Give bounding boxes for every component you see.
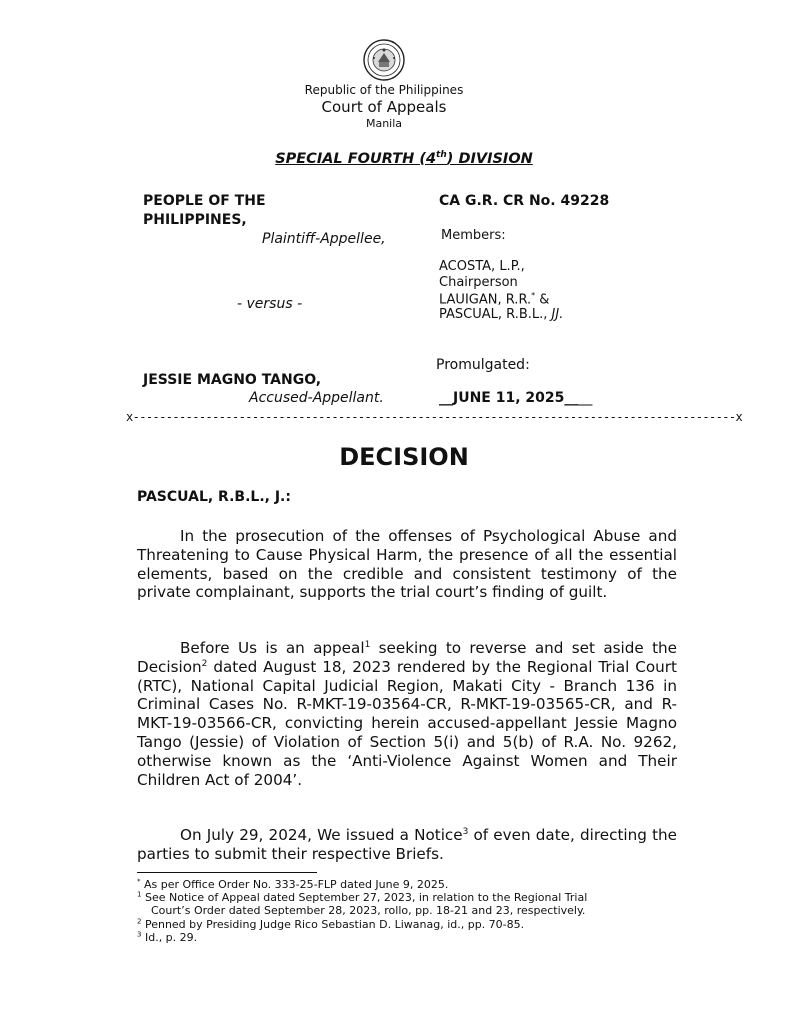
footnote-1: $^1$ See Notice of Appeal dated September 27, 2023, in relation to the Regional Trial Court’s Order dated September 28, 2023, rollo, pp. 18-21 and 23, respectively. (137, 891, 677, 917)
footnote-2: $^2$ Penned by Presiding Judge Rico Sebastian D. Liwanag, id., pp. 70-85. (137, 917, 525, 931)
footnote-ref-3[interactable]: 3 (462, 826, 469, 837)
plaintiff-name-line1: PEOPLE OF THE (143, 193, 266, 209)
footnote-ref-2[interactable]: 2 (201, 658, 208, 669)
plaintiff-name-line2: PHILIPPINES, (143, 212, 247, 228)
ponente: PASCUAL, R.B.L., J.: (137, 489, 291, 505)
member-lauigan: LAUIGAN, R.R.* & (439, 291, 550, 308)
header-court: Court of Appeals (321, 98, 447, 116)
caption-separator: x-------------------------------------------------------------------------------------------x (126, 410, 743, 424)
accused-role: Accused-Appellant. (249, 390, 384, 406)
court-seal-icon (362, 38, 406, 82)
case-number: CA G.R. CR No. 49228 (439, 193, 610, 209)
decision-title: DECISION (339, 443, 469, 471)
footnote-star: * As per Office Order No. 333-25-FLP dated June 9, 2025. (137, 877, 449, 891)
paragraph-2: Before Us is an appeal$^1$ seeking to reverse and set aside the Decision$^2$ dated August 18, 2023 rendered by the Regional Trial Court (RTC), National Capital Judicial Region, Makati City - Branch 136 in Criminal Cases No. R-MKT-19-03564-CR, R-MKT-19-03565-CR, and R-MKT-19-03566-CR, convicting herein accused-appellant Jessie Magno Tango (Jessie) of Violation of Section 5(i) and 5(b) of R.A. No. 9262, otherwise known as the ‘Anti-Violence Against Women and Their Children Act of 2004’. (137, 639, 677, 789)
promulgated-date: __JUNE 11, 2025____ (439, 390, 593, 406)
members-label: Members: (441, 228, 506, 243)
footnote-1-continuation: Court’s Order dated September 28, 2023, rollo, pp. 18-21 and 23, respectively. (151, 904, 586, 918)
paragraph-3: On July 29, 2024, We issued a Notice$^3$ of even date, directing the parties to submit their respective Briefs. (137, 826, 677, 863)
footnote-divider (137, 872, 317, 873)
plaintiff-role: Plaintiff-Appellee, (262, 231, 386, 247)
member-pascual: PASCUAL, R.B.L., JJ. (439, 307, 564, 322)
member-acosta: ACOSTA, L.P., (439, 259, 525, 274)
promulgated-label: Promulgated: (436, 357, 530, 373)
header-city: Manila (365, 117, 403, 130)
header-republic: Republic of the Philippines (304, 83, 464, 97)
paragraph-1: In the prosecution of the offenses of Psychological Abuse and Threatening to Cause Physical Harm, the presence of all the essential elements, based on the credible and consistent testimony of the private complainant, supports the trial court’s finding of guilt. (137, 527, 677, 602)
accused-name: JESSIE MAGNO TANGO, (143, 372, 322, 388)
division-title: SPECIAL FOURTH (4th) DIVISION (275, 150, 533, 167)
footnote-3: $^3$ Id., p. 29. (137, 930, 198, 944)
member-acosta-title: Chairperson (439, 275, 518, 290)
footnote-ref-1[interactable]: 1 (364, 639, 371, 650)
versus-label: - versus - (237, 296, 303, 312)
